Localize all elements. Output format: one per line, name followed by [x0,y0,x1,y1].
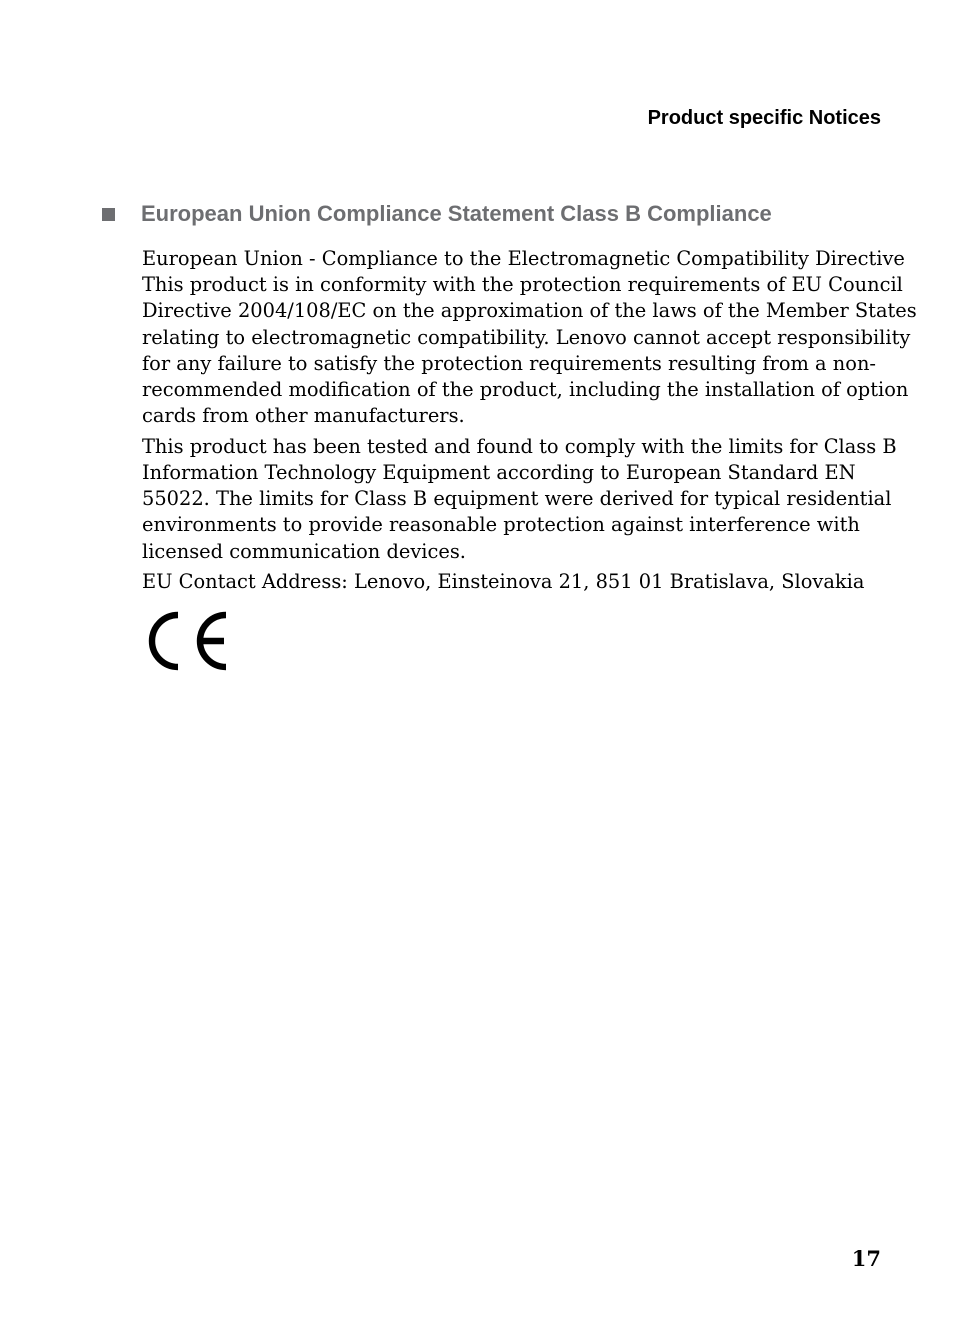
text-line: European Union - Compliance to the Electromagnetic Compatibility Directive [142,247,905,270]
text-line: EU Contact Address: Lenovo, Einsteinova 21, 851 01 Bratislava, Slovakia [142,570,865,594]
page-number: 17 [851,1246,881,1271]
text-line: environments to provide reasonable protection against interference with [142,513,860,537]
text-line: This product is in conformity with the protection requirements of EU Council [142,273,903,297]
text-line: relating to electromagnetic compatibility. Lenovo cannot accept responsibility [142,325,911,349]
text-line: Information Technology Equipment according to European Standard EN [142,461,856,485]
running-header: Product specific Notices [647,107,881,129]
square-bullet-icon [102,208,115,221]
text-line: This product has been tested and found to comply with the limits for Class B [142,434,897,458]
paragraph-eu-contact [142,569,886,595]
text-line: licensed communication devices. [142,539,466,563]
text-line: cards from other manufacturers. [142,404,465,428]
paragraph-emc-directive [142,246,917,429]
text-line: Directive 2004/108/EC on the approximation of the laws of the Member States [142,299,917,323]
section-body [142,246,917,600]
text-line: for any failure to satisfy the protection requirements resulting from a non- [142,351,876,375]
text-line: recommended modification of the product, including the installation of option [142,378,909,402]
section-heading-text: European Union Compliance Statement Class B Compliance [141,201,772,226]
paragraph-class-b-limits [142,434,897,565]
text-line: 55022. The limits for Class B equipment were derived for typical residential [142,487,892,511]
section-heading [102,201,772,227]
ce-mark-icon [144,611,228,671]
